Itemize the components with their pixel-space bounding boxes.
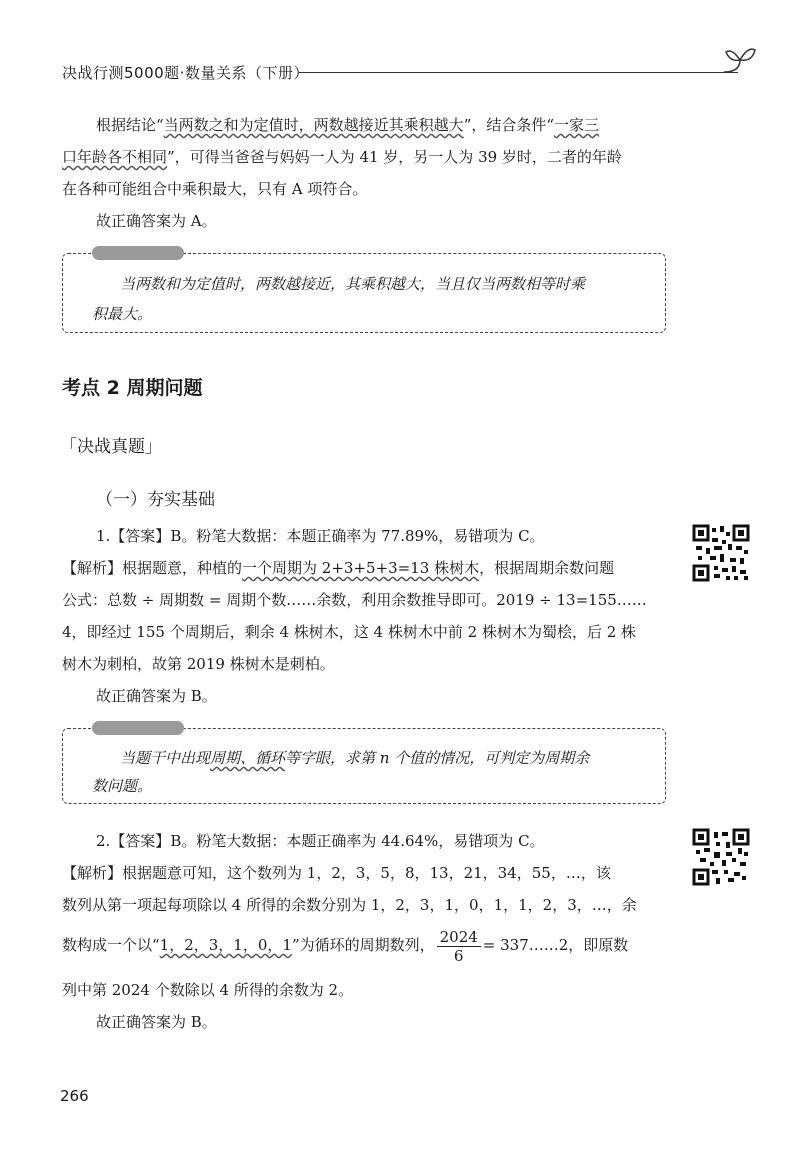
running-header: 决战行测5000题·数量关系（下册） — [62, 64, 309, 82]
header-rule — [298, 72, 738, 73]
fraction: $\frac{2024}{6}$ — [437, 928, 481, 965]
q2-answer-line: 2.【答案】B。粉笔大数据：本题正确率为 44.64%，易错项为 C。 — [96, 832, 545, 850]
exam-bracket-title: 「决战真题」 — [60, 437, 162, 457]
q1-analysis-line-3: 4，即经过 155 个周期后，剩余 4 株树木，这 4 株树木中前 2 株树木为蜀桧，后 2 株 — [62, 623, 637, 641]
q1-final-answer: 故正确答案为 B。 — [96, 687, 217, 705]
q2-final-answer: 故正确答案为 B。 — [96, 1013, 217, 1031]
q2-analysis-line-2: 数列从第一项起每项除以 4 所得的余数分别为 1，2，3，1，0，1，1，2，3，…，余 — [62, 896, 637, 914]
q2-analysis-line-1: 【解析】根据题意可知，这个数列为 1，2，3，5，8，13，21，34，55，…，该 — [62, 864, 611, 882]
qr-code-icon[interactable] — [692, 828, 750, 886]
qr-code-icon[interactable] — [692, 524, 750, 582]
q2-analysis-line-3: 数构成一个以“1，2，3，1，0，1”为循环的周期数列， $\frac{2024}{6}$ = 337……2，即原数 — [62, 927, 629, 965]
q1-answer-line: 1.【答案】B。粉笔大数据：本题正确率为 77.89%，易错项为 C。 — [96, 527, 545, 545]
intro-line-1: 根据结论“当两数之和为定值时，两数越接近其乘积越大”，结合条件“一家三 — [96, 116, 600, 134]
tip-label-2 — [92, 721, 184, 735]
q1-analysis-line-1: 【解析】根据题意，种植的一个周期为 2+3+5+3=13 株树木，根据周期余数问题 — [62, 559, 615, 577]
tip-label-1 — [92, 246, 184, 260]
q1-analysis-line-4: 树木为刺柏，故第 2019 株树木是刺柏。 — [62, 655, 335, 673]
subsection-title: （一）夯实基础 — [96, 490, 215, 510]
tip-1-line-1: 当两数和为定值时，两数越接近，其乘积越大，当且仅当两数相等时乘 — [120, 275, 586, 293]
intro-line-2: 口年龄各不相同”，可得当爸爸与妈妈一人为 41 岁，另一人为 39 岁时，二者的年龄 — [62, 148, 622, 166]
q1-analysis-line-2: 公式：总数 ÷ 周期数 = 周期个数……余数，利用余数推导即可。2019 ÷ 13=155…… — [62, 591, 647, 609]
tip-1-line-2: 积最大。 — [92, 305, 153, 323]
intro-line-3: 在各种可能组合中乘积最大，只有 A 项符合。 — [62, 180, 368, 198]
sprout-icon — [722, 40, 758, 76]
page-number: 266 — [60, 1087, 89, 1105]
intro-answer: 故正确答案为 A。 — [96, 212, 217, 230]
q2-analysis-line-4: 列中第 2024 个数除以 4 所得的余数为 2。 — [62, 981, 354, 999]
section-title: 考点 2 周期问题 — [62, 377, 203, 399]
tip-2-line-2: 数问题。 — [92, 777, 153, 795]
tip-2-line-1: 当题干中出现周期、循环等字眼，求第 n 个值的情况，可判定为周期余 — [120, 749, 590, 767]
